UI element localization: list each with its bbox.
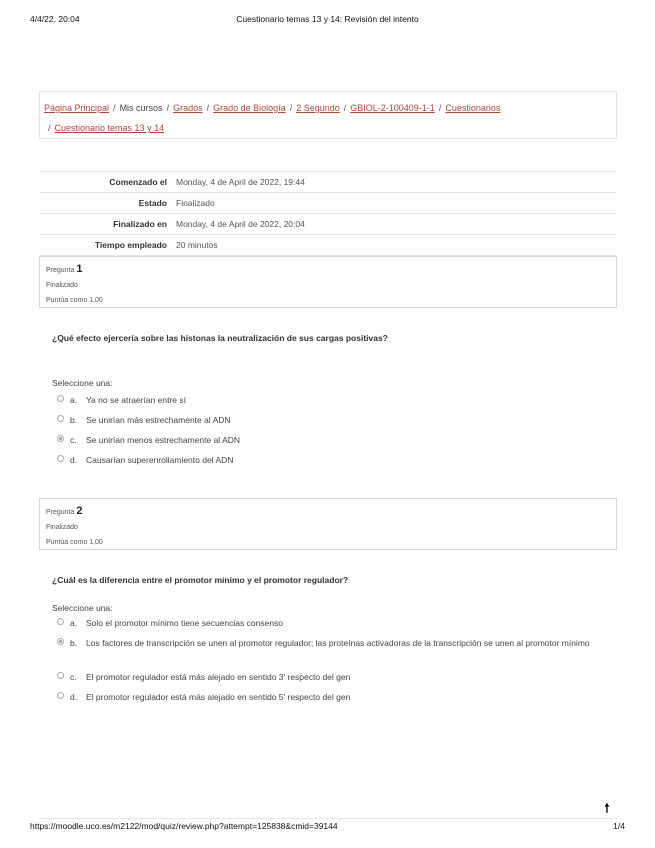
print-url: https://moodle.uco.es/m2122/mod/quiz/review.php?attempt=125838&cmid=39144 — [30, 821, 338, 831]
radio-button[interactable] — [57, 672, 64, 679]
breadcrumb-separator: / — [343, 103, 347, 113]
radio-button-selected[interactable] — [57, 435, 64, 442]
question-number-value: 1 — [76, 263, 83, 275]
answer-letter: a. — [70, 395, 78, 405]
question-number — [46, 262, 610, 278]
answer-option[interactable] — [57, 393, 597, 413]
answer-text: Los factores de transcripción se unen al promotor regulador; las proteínas activadoras de la transcripción se unen al promotor mínimo — [86, 638, 590, 648]
back-to-top-button[interactable] — [594, 797, 620, 819]
radio-button[interactable] — [57, 455, 64, 462]
summary-row-started — [39, 172, 617, 193]
summary-value: Finalizado — [176, 198, 215, 208]
answer-list-1 — [57, 393, 597, 473]
radio-button[interactable] — [57, 692, 64, 699]
summary-label: Finalizado en — [113, 219, 167, 229]
answer-letter: b. — [70, 638, 78, 648]
breadcrumb-separator: / — [166, 103, 170, 113]
question-prompt-1: Seleccione una: — [52, 378, 113, 388]
question-info-1 — [39, 256, 617, 308]
breadcrumb-cuestionarios[interactable]: Cuestionarios — [445, 103, 501, 113]
answer-letter: c. — [70, 672, 77, 682]
question-number — [46, 504, 610, 520]
breadcrumb-separator: / — [113, 103, 116, 113]
divider — [39, 818, 617, 819]
breadcrumb-separator: / — [48, 123, 51, 133]
summary-row-finished — [39, 214, 617, 235]
radio-button[interactable] — [57, 395, 64, 402]
question-state: Finalizado — [46, 524, 78, 531]
answer-text: Causarían superenrollamiento del ADN — [86, 455, 234, 465]
breadcrumb — [39, 91, 617, 139]
question-mark: Puntúa como 1,00 — [46, 297, 103, 304]
answer-option[interactable] — [57, 453, 597, 473]
answer-letter: b. — [70, 415, 78, 425]
answer-text: Se unirían más estrechamente al ADN — [86, 415, 231, 425]
print-title: Cuestionario temas 13 y 14: Revisión del intento — [236, 14, 419, 24]
question-label: Pregunta — [46, 267, 75, 274]
breadcrumb-separator: / — [438, 103, 442, 113]
attempt-summary-table — [39, 171, 617, 256]
answer-letter: d. — [70, 692, 78, 702]
radio-button[interactable] — [57, 618, 64, 625]
breadcrumb-grados[interactable]: Grados — [173, 103, 203, 113]
answer-letter: a. — [70, 618, 78, 628]
breadcrumb-separator: / — [289, 103, 293, 113]
print-page-number: 1/4 — [613, 821, 625, 831]
question-label: Pregunta — [46, 509, 75, 516]
question-text-1: ¿Qué efecto ejercería sobre las histonas la neutralización de sus cargas positivas? — [52, 333, 388, 343]
summary-label: Tiempo empleado — [94, 240, 167, 250]
radio-button-selected[interactable] — [57, 638, 64, 645]
summary-value: 20 minutos — [176, 240, 218, 250]
breadcrumb-my-courses: Mis cursos — [119, 103, 163, 113]
radio-button[interactable] — [57, 415, 64, 422]
question-text-2: ¿Cuál es la diferencia entre el promotor mínimo y el promotor regulador? — [52, 575, 349, 585]
answer-text: El promotor regulador está más alejado en sentido 3' respecto del gen — [86, 672, 351, 682]
answer-option[interactable] — [57, 670, 597, 690]
arrow-up-icon: 🠕 — [604, 801, 610, 815]
answer-list-2 — [57, 616, 597, 710]
breadcrumb-segundo[interactable]: 2 Segundo — [296, 103, 340, 113]
summary-label: Estado — [138, 198, 167, 208]
answer-text: Solo el promotor mínimo tiene secuencias consenso — [86, 618, 284, 628]
summary-row-state — [39, 193, 617, 214]
breadcrumb-home[interactable]: Página Principal — [44, 103, 110, 113]
summary-label: Comenzado el — [109, 177, 167, 187]
answer-letter: d. — [70, 455, 78, 465]
breadcrumb-course[interactable]: GBIOL-2-100409-1-1 — [350, 103, 435, 113]
question-info-2 — [39, 498, 617, 550]
answer-text: El promotor regulador está más alejado en sentido 5' respecto del gen — [86, 692, 351, 702]
summary-value: Monday, 4 de April de 2022, 20:04 — [176, 219, 305, 229]
summary-row-time — [39, 235, 617, 256]
print-header — [0, 14, 655, 28]
answer-option[interactable] — [57, 413, 597, 433]
answer-text: Ya no se atraerían entre sí — [86, 395, 187, 405]
answer-option[interactable] — [57, 616, 597, 636]
breadcrumb-quiz[interactable]: Cuestionario temas 13 y 14 — [54, 123, 165, 133]
breadcrumb-grado-biologia[interactable]: Grado de Biología — [213, 103, 286, 113]
question-state: Finalizado — [46, 282, 78, 289]
answer-option[interactable] — [57, 690, 597, 710]
answer-text: Se unirían menos estrechamente al ADN — [86, 435, 241, 445]
summary-value: Monday, 4 de April de 2022, 19:44 — [176, 177, 305, 187]
question-mark: Puntúa como 1,00 — [46, 539, 103, 546]
breadcrumb-separator: / — [206, 103, 210, 113]
answer-letter: c. — [70, 435, 77, 445]
question-number-value: 2 — [76, 505, 83, 517]
print-footer — [0, 821, 655, 835]
answer-option[interactable] — [57, 636, 597, 670]
print-date: 4/4/22, 20:04 — [30, 14, 80, 24]
answer-option[interactable] — [57, 433, 597, 453]
question-prompt-2: Seleccione una: — [52, 603, 113, 613]
